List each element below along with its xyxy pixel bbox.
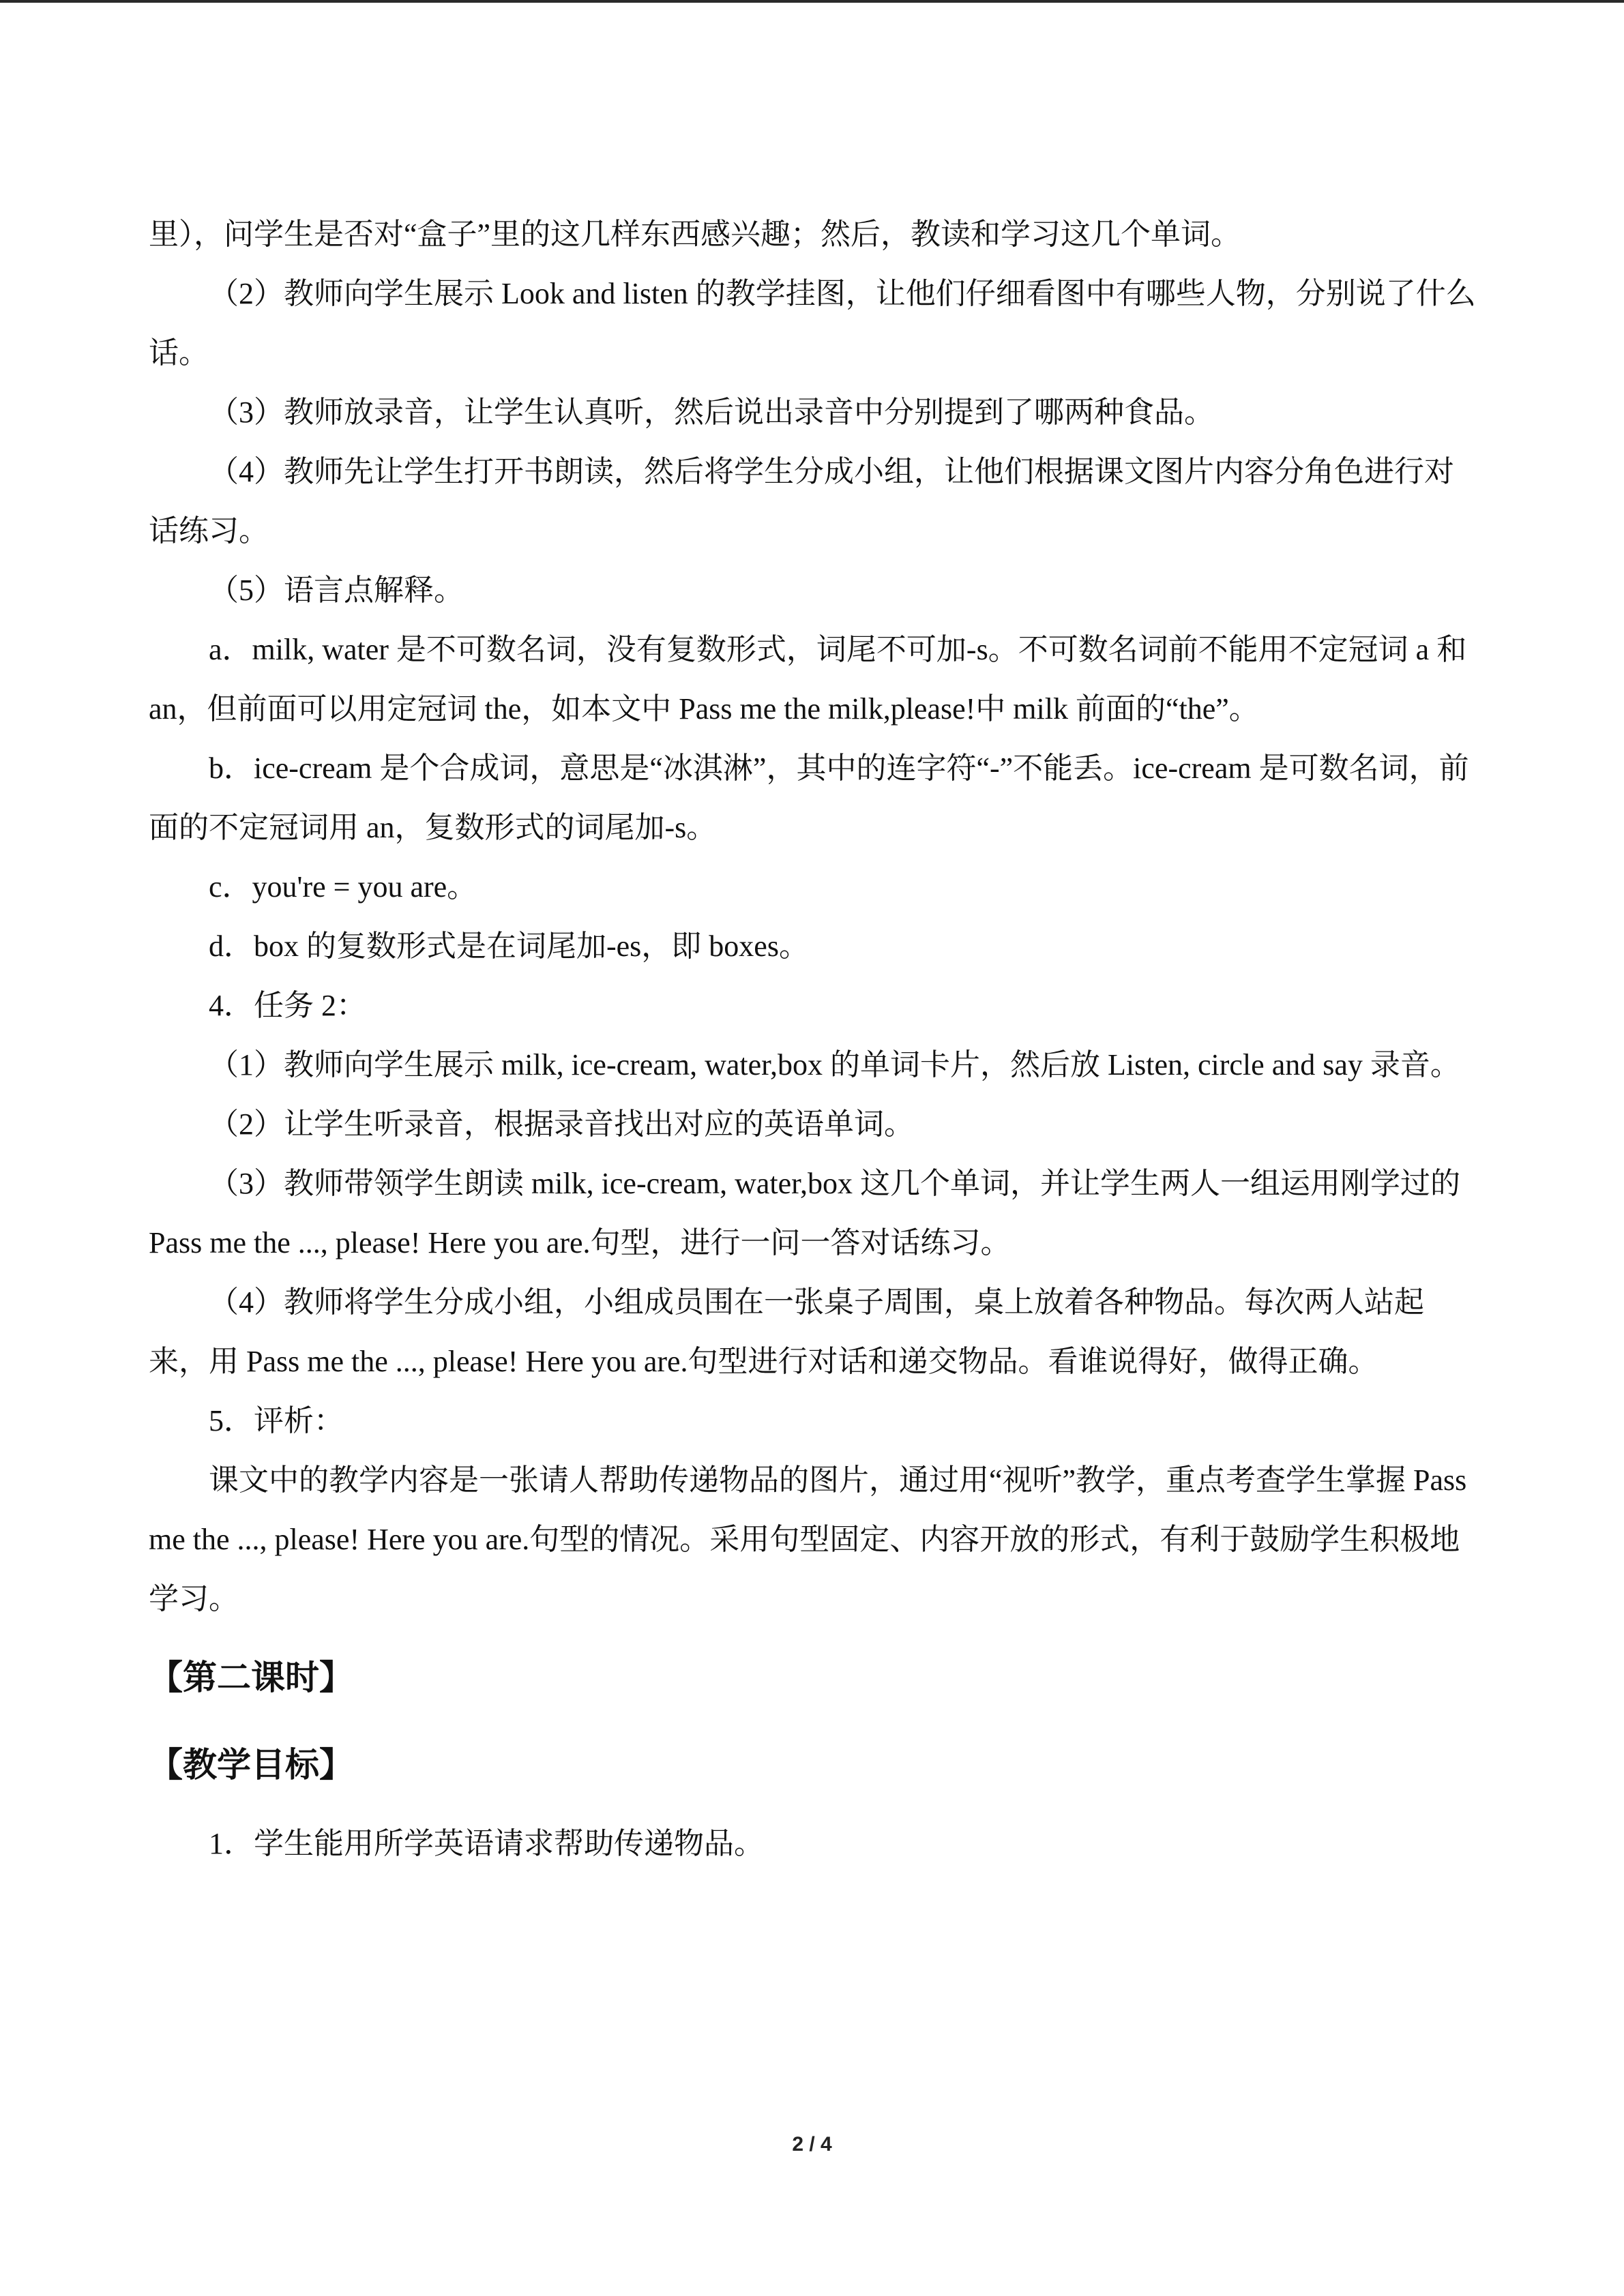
paragraph-evaluation-title: 5．评析： [209,1404,344,1437]
paragraph-task2-step-4: （4）教师将学生分成小组，小组成员围在一张桌子周围，桌上放着各种物品。每次两人站起来，用 Pass me the ..., please! Here you are.句型进行对话和递交物品。看谁说得好，做得正确。 [149,1285,1424,1378]
heading-second-lesson: 【第二课时】 [149,1658,353,1697]
paragraph-note-b: b．ice-cream 是个合成词，意思是“冰淇淋”，其中的连字符“-”不能丢。ice-cream 是可数名词，前面的不定冠词用 an，复数形式的词尾加-s。 [149,751,1469,844]
paragraph-note-d: d．box 的复数形式是在词尾加-es，即 boxes。 [209,929,809,963]
paragraph-task2-step-2: （2）让学生听录音，根据录音找出对应的英语单词。 [209,1107,914,1141]
paragraph-task-2: 4．任务 2： [209,989,366,1022]
heading-teaching-objectives: 【教学目标】 [149,1745,353,1785]
page-number: 2 / 4 [792,2133,832,2156]
paragraph-note-a: a．milk, water 是不可数名词，没有复数形式，词尾不可加-s。不可数名词前不能用不定冠词 a 和 an，但前面可以用定冠词 the，如本文中 Pass me the milk,please!中 milk 前面的“the”。 [149,633,1467,726]
page-top-border [0,0,1624,3]
paragraph-continuation: 里），问学生是否对“盒子”里的这几样东西感兴趣；然后，教读和学习这几个单词。 [149,218,1241,251]
objective-item: 1．学生能用所学英语请求帮助传递物品。 [209,1827,764,1860]
paragraph-step-5: （5）语言点解释。 [209,573,464,607]
paragraph-evaluation-body: 课文中的教学内容是一张请人帮助传递物品的图片，通过用“视听”教学，重点考查学生掌握 Pass me the ..., please! Here you are.句型的情况。采用句型固定、内容开放的形式，有利于鼓励学生积极地学习。 [149,1463,1467,1615]
paragraph-note-c: c．you're = you are。 [209,870,477,904]
paragraph-task2-step-1: （1）教师向学生展示 milk, ice-cream, water,box 的单词卡片，然后放 Listen, circle and say 录音。 [209,1048,1460,1082]
paragraph-task2-step-3: （3）教师带领学生朗读 milk, ice-cream, water,box 这几个单词，并让学生两人一组运用刚学过的 Pass me the ..., please! Here you are.句型，进行一问一答对话练习。 [149,1167,1461,1259]
document-body [149,205,1476,1873]
paragraph-step-3: （3）教师放录音，让学生认真听，然后说出录音中分别提到了哪两种食品。 [209,396,1214,429]
paragraph-step-4: （4）教师先让学生打开书朗读，然后将学生分成小组，让他们根据课文图片内容分角色进行对话练习。 [149,455,1454,548]
paragraph-step-2: （2）教师向学生展示 Look and listen 的教学挂图，让他们仔细看图中有哪些人物，分别说了什么话。 [149,277,1476,370]
